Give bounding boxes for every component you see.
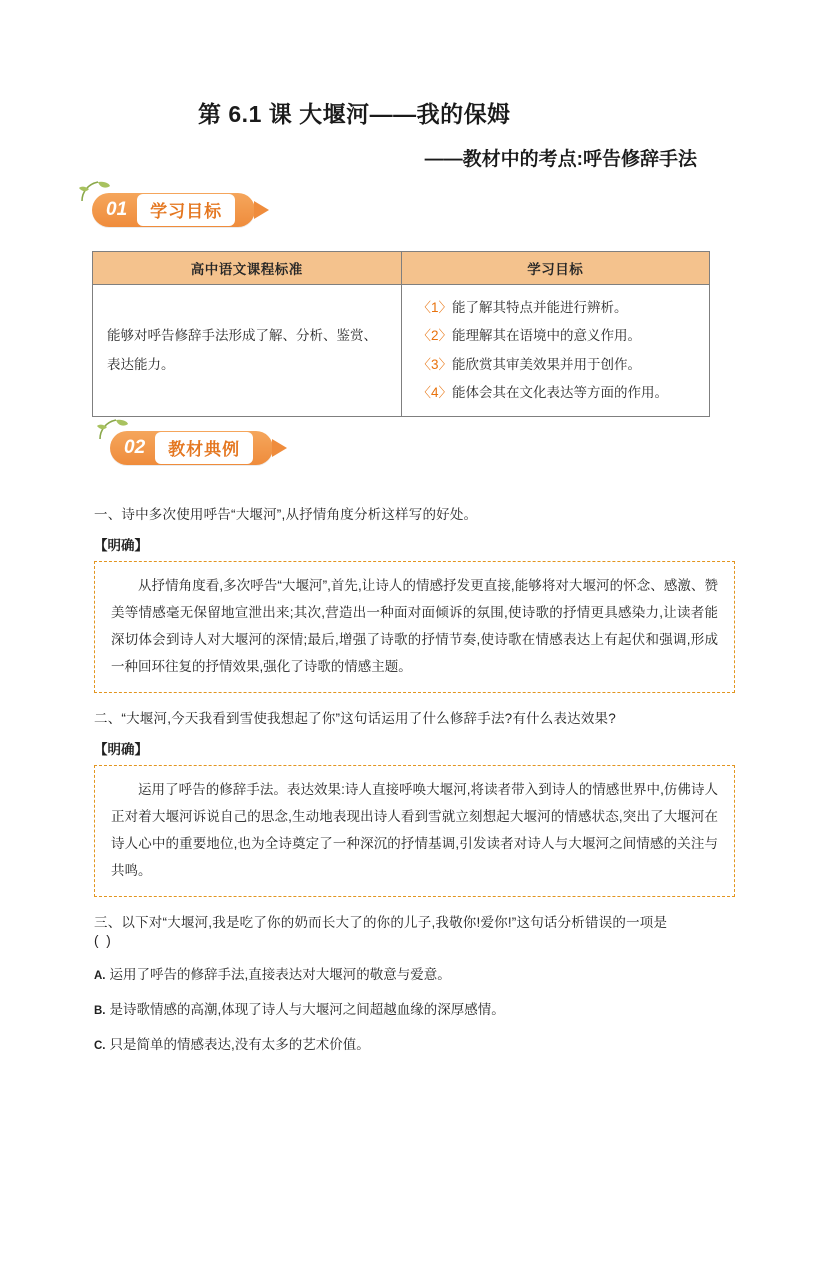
question-3-prompt: 三、以下对“大堰河,我是吃了你的奶而长大了的你的儿子,我敬你!爱你!”这句话分析错误的一项是 [94,915,668,931]
goal-mark: 〈3〉 [417,356,453,372]
table-header-row [93,252,710,285]
table-header-goals: 学习目标 [401,252,710,285]
question-2-clarify-label: 【明确】 [94,742,148,758]
badge-label-box [137,194,235,226]
badge-01 [92,193,255,227]
badge-number: 02 [124,437,146,459]
goal-mark: 〈1〉 [417,300,453,315]
standard-cell: 能够对呼告修辞手法形成了解、分析、鉴赏、表达能力。 [93,285,402,417]
question-1-prompt: 一、诗中多次使用呼告“大堰河”,从抒情角度分析这样写的好处。 [94,507,478,523]
question-3-blank: ( ) [94,933,113,949]
table-row [93,285,710,417]
option-letter: C. [94,1040,106,1053]
badge-label-box [155,432,253,464]
goals-cell [401,285,710,417]
goal-text: 能欣赏其审美效果并用于创作。 [452,356,642,372]
table-header-standard: 高中语文课程标准 [93,252,402,285]
learning-goals-table [92,251,710,417]
badge-tail [254,201,269,219]
goal-text: 能理解其在语境中的意义作用。 [452,328,642,344]
question-1-answer-box [94,561,735,693]
option-text: 是诗歌情感的高潮,体现了诗人与大堰河之间超越血缘的深厚感情。 [109,1002,505,1018]
goal-text: 能体会其在文化表达等方面的作用。 [452,385,669,401]
question-1-answer: 从抒情角度看,多次呼告“大堰河”,首先,让诗人的情感抒发更直接,能够将对大堰河的怀念、感激、赞美等情感毫无保留地宣泄出来;其次,营造出一种面对面倾诉的氛围,使诗歌的抒情更具感染力,让读者能深切体会到诗人对大堰河的深情;最后,增强了诗歌的抒情节奏,使诗歌在情感表达上有起伏和强调,形成一种回环往复的抒情效果,强化了诗歌的情感主题。 [111,578,718,675]
goal-item [418,294,696,322]
page-title: 第 6.1 课 大堰河——我的保姆 [198,101,511,127]
option-letter: B. [94,1005,106,1018]
question-2-answer: 运用了呼告的修辞手法。表达效果:诗人直接呼唤大堰河,将读者带入到诗人的情感世界中,仿佛诗人正对着大堰河诉说自己的思念,生动地表现出诗人看到雪就立刻想起大堰河的情感状态,突出了大堰河在诗人心中的重要地位,也为全诗奠定了一种深沉的抒情基调,引发读者对诗人与大堰河之间情感的关注与共鸣。 [111,782,718,879]
document-page [0,96,827,1265]
badge-02 [110,431,273,465]
badge-tail [272,439,287,457]
badge-label: 教材典例 [168,440,241,460]
question-3-option-b [94,998,755,1018]
option-text: 运用了呼告的修辞手法,直接表达对大堰河的敬意与爱意。 [109,967,451,983]
question-2-answer-box [94,765,735,897]
question-1-clarify-label: 【明确】 [94,538,148,554]
question-2-prompt: 二、“大堰河,今天我看到雪使我想起了你”这句话运用了什么修辞手法?有什么表达效果? [94,711,616,727]
goal-mark: 〈4〉 [417,385,453,401]
badge-label: 学习目标 [150,202,223,221]
goal-item [418,379,696,407]
goal-mark: 〈2〉 [417,328,453,344]
goal-item [418,322,696,350]
goal-item [418,351,696,379]
section-badge-02 [72,431,755,485]
goal-text: 能了解其特点并能进行辨析。 [452,300,628,315]
option-text: 只是简单的情感表达,没有太多的艺术价值。 [109,1037,370,1053]
badge-number: 01 [106,199,128,220]
question-3-option-a [94,963,755,983]
question-3-option-c [94,1033,755,1053]
option-letter: A. [94,970,106,983]
page-subtitle: ——教材中的考点:呼告修辞手法 [424,149,697,170]
section-badge-01 [72,193,755,247]
